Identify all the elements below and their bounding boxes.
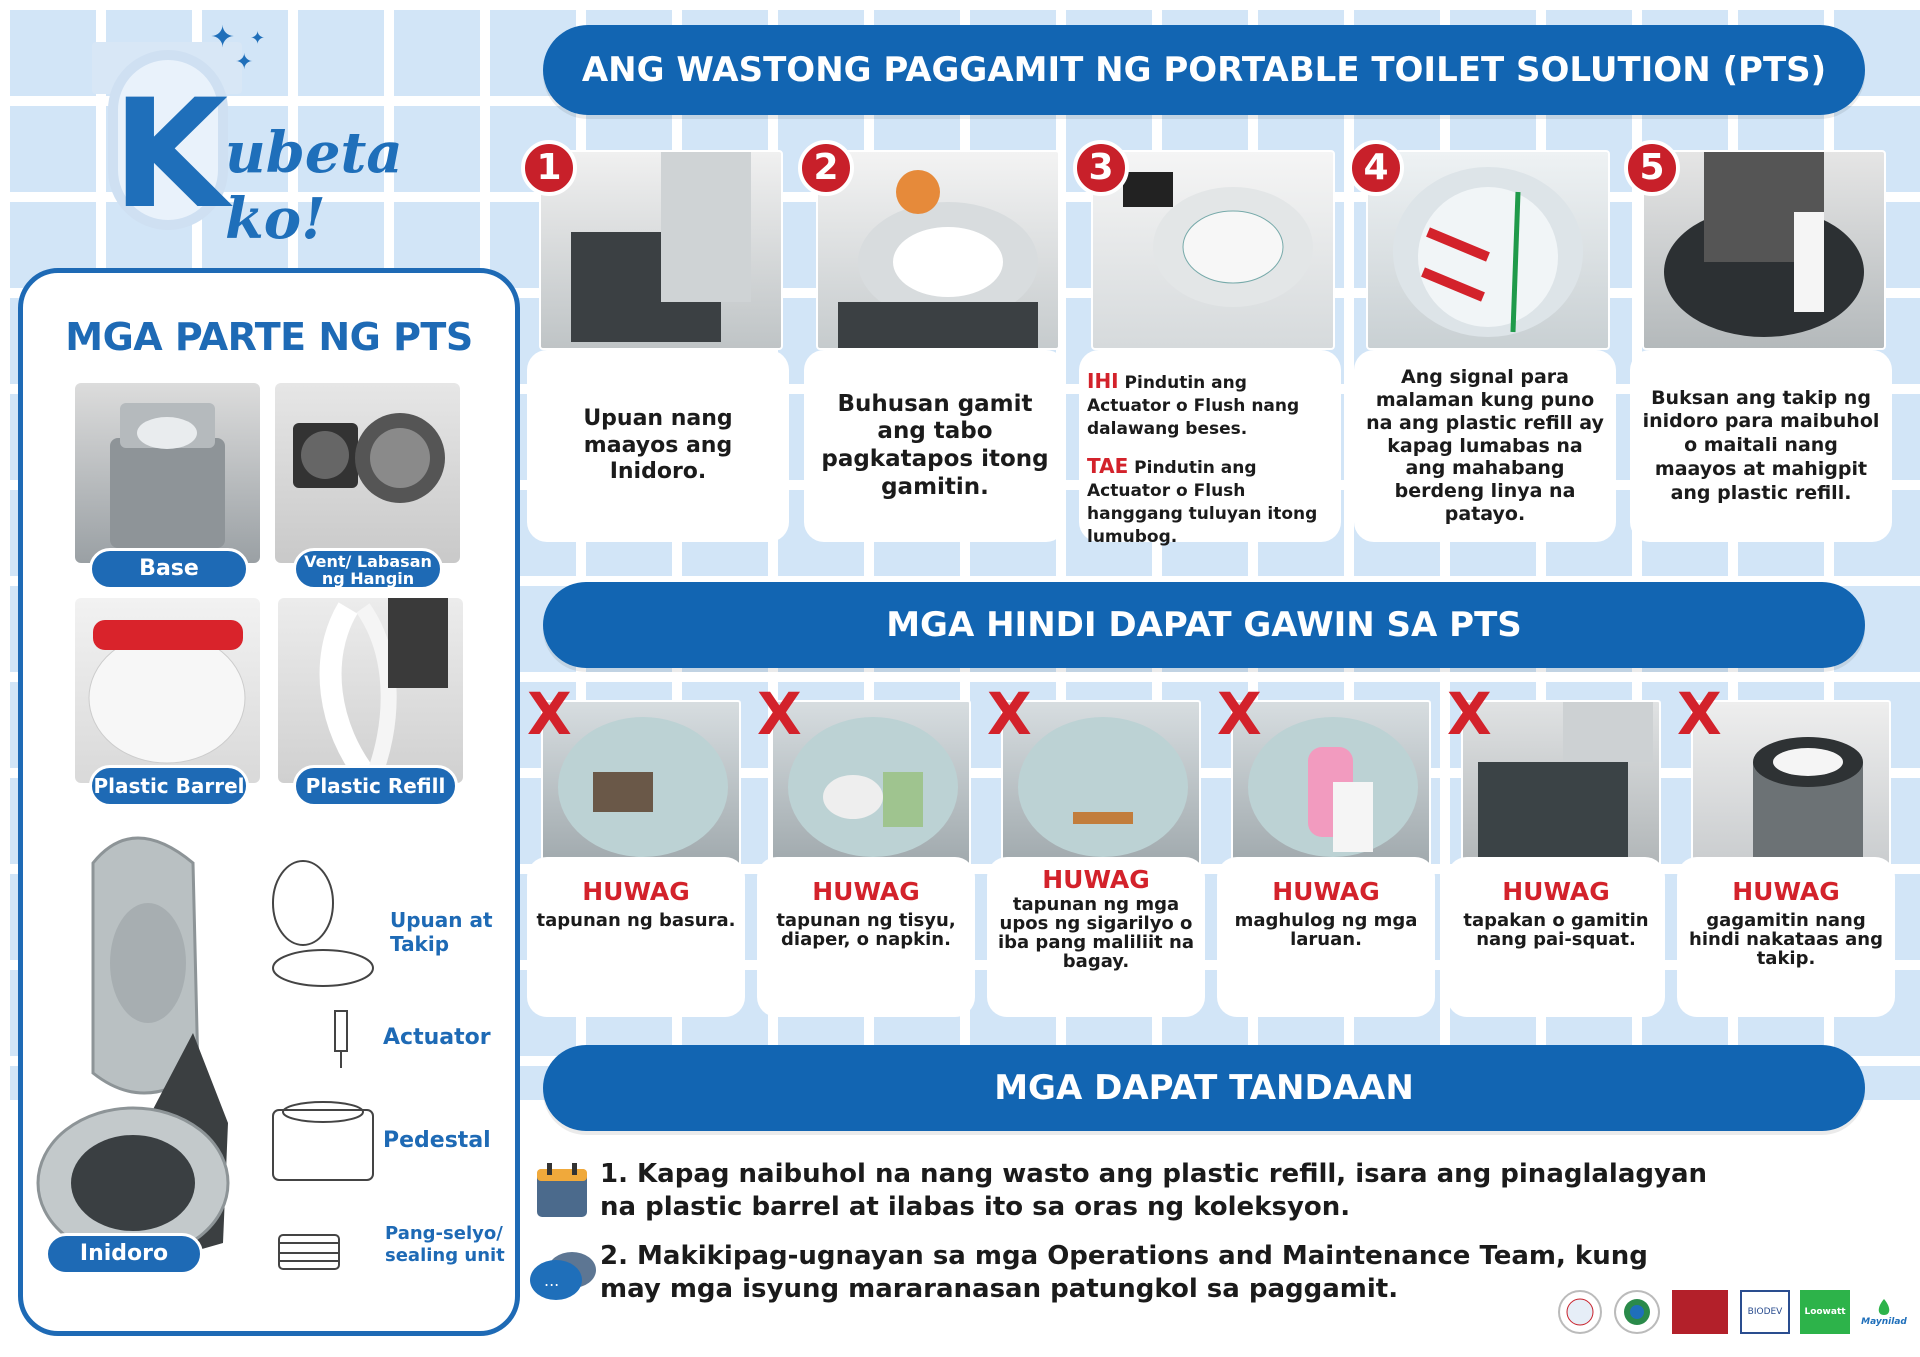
dont-5-huwag: HUWAG	[1502, 877, 1610, 906]
step-5-photo	[1642, 150, 1886, 350]
step-1-photo	[539, 150, 783, 350]
remember-title: MGA DAPAT TANDAAN	[994, 1068, 1414, 1108]
actuator-sketch	[323, 1006, 363, 1076]
dont-2-huwag: HUWAG	[812, 877, 920, 906]
dont-5-image	[1463, 702, 1661, 870]
toilet-photo	[23, 823, 273, 1293]
dont-2-x-icon: X	[757, 680, 802, 748]
donts-title: MGA HINDI DAPAT GAWIN SA PTS	[886, 605, 1522, 645]
step-5-number: 5	[1624, 140, 1680, 196]
step-5	[1630, 140, 1892, 555]
step-1-text: Upuan nang maayos ang Inidoro.	[583, 406, 733, 485]
dont-3-x-icon: X	[987, 680, 1032, 748]
step-2	[804, 140, 1066, 555]
step-4-image	[1368, 152, 1610, 350]
barrel-image	[75, 598, 260, 783]
step-1	[527, 140, 789, 555]
sparkle-icon: ✦	[210, 20, 236, 55]
dont-1	[527, 680, 745, 1025]
seal-logo	[1558, 1290, 1602, 1334]
maynilad-logo	[1856, 1290, 1912, 1334]
remember-banner	[543, 1045, 1865, 1131]
label-actuator: Actuator	[383, 1025, 491, 1050]
step-5-image	[1644, 152, 1886, 350]
step-3-ihi	[1087, 368, 1333, 441]
dont-4-text: maghulog ng mga laruan.	[1234, 910, 1418, 950]
parts-panel	[18, 268, 520, 1336]
maynilad-text: Maynilad	[1861, 1317, 1907, 1327]
dont-1-card	[527, 857, 745, 1017]
dont-3-text: tapunan ng mga upos ng sigarilyo o iba pang maliliit na bagay.	[997, 894, 1195, 972]
loowatt-logo: Loowatt	[1800, 1290, 1850, 1334]
title-banner	[543, 25, 1865, 115]
label-sealing: Pang-selyo/ sealing unit	[385, 1223, 505, 1266]
refill-image	[278, 598, 463, 783]
ihi-text: Pindutin ang Actuator o Flush nang dalawang beses.	[1087, 373, 1300, 439]
step-2-image	[818, 152, 1060, 350]
dont-4	[1217, 680, 1435, 1025]
sealing-sketch	[271, 1223, 351, 1283]
step-4-text: Ang signal para malaman kung puno na ang plastic refill ay kapag lumabas na ang mahabang berdeng linya na patayo.	[1366, 366, 1604, 525]
base-photo	[75, 383, 260, 563]
dont-2	[757, 680, 975, 1025]
sparkle-icon: ✦	[250, 28, 266, 49]
dont-1-image	[543, 702, 741, 870]
page-title: ANG WASTONG PAGGAMIT NG PORTABLE TOILET SOLUTION (PTS)	[581, 50, 1827, 90]
dont-3	[987, 680, 1205, 1025]
step-4	[1354, 140, 1616, 555]
step-3-image	[1093, 152, 1335, 350]
step-2-card	[804, 350, 1066, 542]
label-refill: Plastic Refill	[293, 765, 458, 807]
dont-6-card	[1677, 857, 1895, 1017]
dont-5	[1447, 680, 1665, 1025]
dont-6-image	[1693, 702, 1891, 870]
dont-4-card	[1217, 857, 1435, 1017]
ihi-label: IHI	[1087, 369, 1119, 393]
step-2-text: Buhusan gamit ang tabo pagkatapos itong gamitin.	[821, 390, 1049, 500]
label-barrel: Plastic Barrel	[89, 765, 249, 807]
step-1-image	[541, 152, 783, 350]
label-vent: Vent/ Labasan ng Hangin	[293, 548, 443, 590]
step-5-text: Buksan ang takip ng inidoro para maibuhol o maitali nang maayos at mahigpit ang plastic refill.	[1642, 386, 1880, 504]
step-3-number: 3	[1073, 140, 1129, 196]
dont-2-image	[773, 702, 971, 870]
dont-4-image	[1233, 702, 1431, 870]
step-1-card	[527, 350, 789, 542]
kubeta-logo	[80, 20, 500, 252]
sparkle-icon: ✦	[235, 50, 254, 75]
step-3-photo	[1091, 150, 1335, 350]
dont-6-x-icon: X	[1677, 680, 1722, 748]
seal-mark	[1565, 1297, 1595, 1327]
dont-2-card	[757, 857, 975, 1017]
svg-text:...: ...	[544, 1271, 560, 1290]
step-3	[1079, 140, 1341, 555]
barrel-photo	[75, 598, 260, 783]
step-4-card	[1354, 350, 1616, 542]
step-1-number: 1	[521, 140, 577, 196]
vent-image	[275, 383, 460, 563]
denr-mark	[1622, 1297, 1652, 1327]
remember-item-2: 2. Makikipag-ugnayan sa mga Operations and Maintenance Team, kung may mga isyung mararanasan patungkol sa paggamit.	[600, 1241, 1648, 1304]
maynilad-mark	[1873, 1297, 1895, 1317]
dont-6	[1677, 680, 1895, 1025]
dont-1-x-icon: X	[527, 680, 572, 748]
seat-sketch	[263, 853, 383, 993]
dont-4-x-icon: X	[1217, 680, 1262, 748]
calendar-icon	[535, 1163, 589, 1219]
label-base: Base	[89, 548, 249, 590]
base-image	[75, 383, 260, 563]
dont-2-text: tapunan ng tisyu, diaper, o napkin.	[776, 910, 956, 950]
dont-3-image	[1003, 702, 1201, 870]
institution-logo	[1672, 1290, 1728, 1334]
vent-photo	[275, 383, 460, 563]
dont-3-huwag: HUWAG	[1042, 865, 1150, 894]
chat-icon	[528, 1248, 598, 1306]
logo-text: ubeta ko!	[225, 120, 403, 252]
pedestal-sketch	[258, 1090, 388, 1190]
dont-5-card	[1447, 857, 1665, 1017]
dont-6-text: gagamitin nang hindi nakataas ang takip.	[1689, 910, 1883, 969]
dont-4-huwag: HUWAG	[1272, 877, 1380, 906]
label-upuan: Upuan at Takip	[390, 908, 493, 956]
dont-1-huwag: HUWAG	[582, 877, 690, 906]
dont-5-text: tapakan o gamitin nang pai-squat.	[1463, 910, 1649, 950]
step-5-card	[1630, 350, 1892, 542]
donts-banner	[543, 582, 1865, 668]
dont-5-x-icon: X	[1447, 680, 1492, 748]
step-4-number: 4	[1348, 140, 1404, 196]
tae-label: TAE	[1087, 453, 1129, 478]
label-pedestal: Pedestal	[383, 1128, 491, 1153]
parts-heading: MGA PARTE NG PTS	[65, 315, 473, 359]
step-3-card	[1079, 350, 1341, 547]
step-3-tae	[1087, 453, 1333, 549]
refill-photo	[278, 598, 463, 783]
label-inidoro: Inidoro	[45, 1233, 203, 1275]
dont-1-text: tapunan ng basura.	[536, 910, 736, 931]
dont-3-card	[987, 857, 1205, 1017]
logo-letter: K	[112, 68, 229, 242]
biodev-logo: BIODEV	[1740, 1290, 1790, 1334]
denr-logo	[1614, 1290, 1660, 1334]
dont-6-huwag: HUWAG	[1732, 877, 1840, 906]
step-2-number: 2	[798, 140, 854, 196]
remember-item-1: 1. Kapag naibuhol na nang wasto ang plastic refill, isara ang pinaglalagyan na plastic barrel at ilabas ito sa oras ng koleksyon.	[600, 1159, 1708, 1222]
tae-text: Pindutin ang Actuator o Flush hanggang tuluyan itong lumubog.	[1087, 457, 1318, 547]
step-2-photo	[816, 150, 1060, 350]
step-4-photo	[1366, 150, 1610, 350]
